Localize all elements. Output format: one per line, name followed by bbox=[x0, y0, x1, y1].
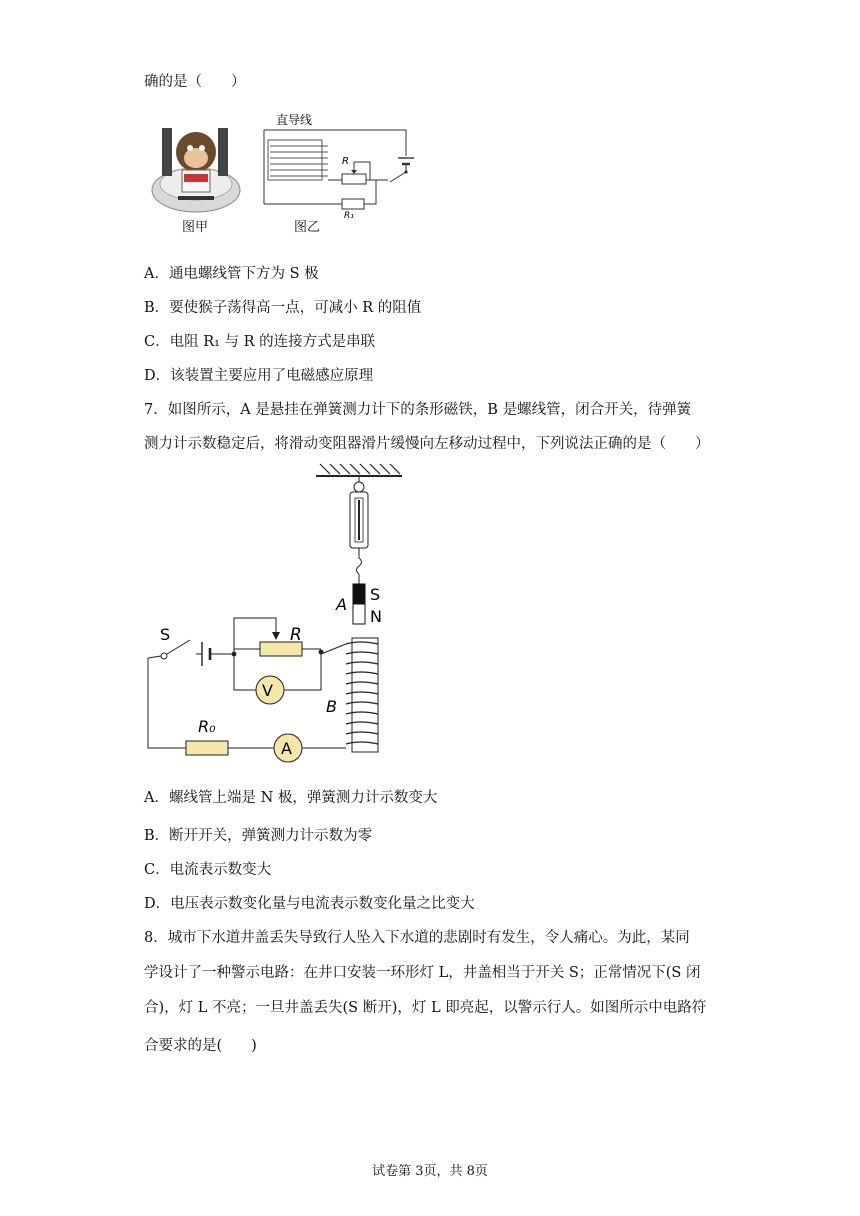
q7-option-a: A．螺线管上端是 N 极，弹簧测力计示数变大 bbox=[144, 790, 438, 806]
magnet-a-label: A bbox=[336, 595, 347, 614]
q6-option-a: A．通电螺线管下方为 S 极 bbox=[144, 266, 319, 282]
page-footer: 试卷第 3页，共 8页 bbox=[372, 1164, 488, 1179]
q6-option-d: D．该装置主要应用了电磁感应原理 bbox=[144, 368, 374, 384]
q8-line-3: 合)，灯 L 不亮；一旦井盖丢失(S 断开)，灯 L 即亮起，以警示行人。如图所示中电路符 bbox=[144, 1000, 707, 1016]
q7-option-c: C．电流表示数变大 bbox=[144, 862, 272, 878]
magnet-n-label: N bbox=[370, 607, 382, 626]
magnet-s-label: S bbox=[370, 585, 381, 604]
r1-label: R₁ bbox=[344, 211, 354, 220]
q7-stem-line-2: 测力计示数稳定后，将滑动变阻器滑片缓慢向左移动过程中，下列说法正确的是（ ） bbox=[144, 436, 710, 452]
coil-b-label: B bbox=[326, 697, 337, 716]
r0-label: R₀ bbox=[198, 717, 216, 736]
q8-line-2: 学设计了一种警示电路：在井口安装一环形灯 L，井盖相当于开关 S；正常情况下(S 闭 bbox=[144, 965, 701, 981]
q7-option-b: B．断开开关，弹簧测力计示数为零 bbox=[144, 828, 373, 844]
q7-stem-line-1: 7．如图所示，A 是悬挂在弹簧测力计下的条形磁铁，B 是螺线管，闭合开关，待弹簧 bbox=[144, 402, 692, 418]
q7-option-d: D．电压表示数变化量与电流表示数变化量之比变大 bbox=[144, 896, 475, 912]
q6-stem-tail: 确的是（ ） bbox=[144, 74, 246, 90]
caption-yi: 图乙 bbox=[294, 220, 321, 235]
q8-line-4: 合要求的是( ) bbox=[144, 1038, 257, 1054]
caption-jia: 图甲 bbox=[182, 220, 209, 235]
voltmeter-label: V bbox=[262, 681, 273, 700]
q6-option-b: B．要使猴子荡得高一点，可减小 R 的阻值 bbox=[144, 300, 422, 316]
figure-q7-circuit bbox=[140, 462, 420, 768]
q8-line-1: 8．城市下水道井盖丢失导致行人坠入下水道的悲剧时有发生，令人痛心。为此，某同 bbox=[144, 930, 690, 946]
r-label: R bbox=[342, 156, 349, 167]
rheostat-r-label: R bbox=[290, 625, 302, 645]
q6-option-c: C．电阻 R₁ 与 R 的连接方式是串联 bbox=[144, 334, 376, 350]
switch-s-label: S bbox=[160, 625, 171, 644]
figure-yi-circuit bbox=[258, 108, 438, 220]
wire-label: 直导线 bbox=[276, 113, 313, 127]
ammeter-label: A bbox=[281, 739, 292, 758]
